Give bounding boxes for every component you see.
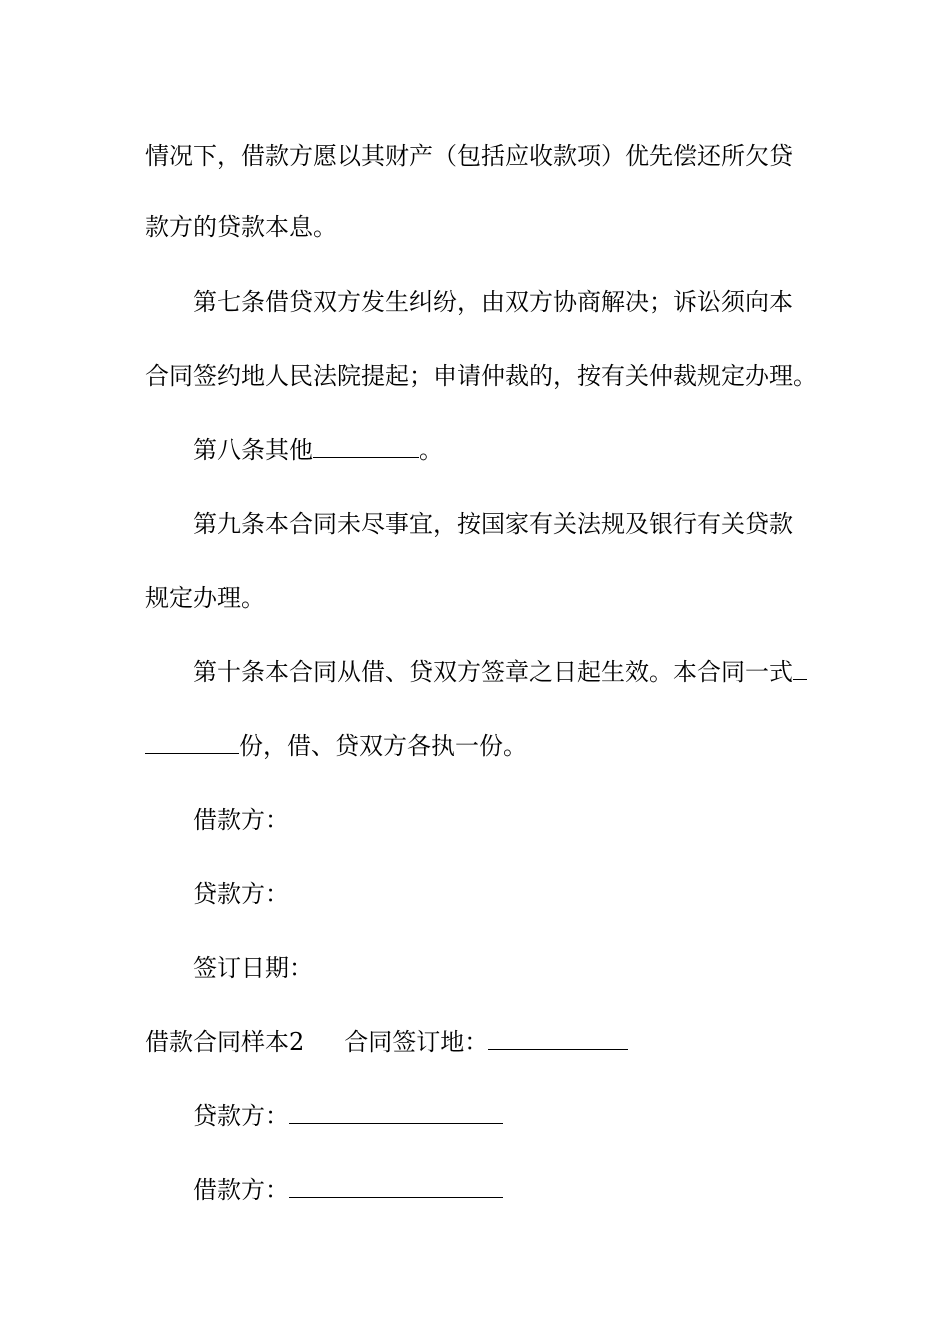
sample-2-header — [145, 1026, 815, 1058]
lender-label: 贷款方： — [193, 880, 289, 908]
blank-line — [289, 1101, 503, 1124]
lender-2-label: 贷款方： — [193, 1102, 289, 1130]
clause-10-text: 第十条本合同从借、贷双方签章之日起生效。本合同一式 — [193, 658, 793, 686]
text-line: 情况下，借款方愿以其财产（包括应收款项）优先偿还所欠贷 — [145, 142, 793, 170]
sign-date-label: 签订日期： — [193, 954, 313, 982]
clause-7-line-1: 第七条借贷双方发生纠纷，由双方协商解决；诉讼须向本 — [193, 288, 793, 316]
clause-8 — [193, 434, 815, 466]
clause-10-end: 份，借、贷双方各执一份。 — [239, 732, 527, 760]
clause-9-line-1: 第九条本合同未尽事宜，按国家有关法规及银行有关贷款 — [193, 510, 793, 538]
borrower-label: 借款方： — [193, 806, 289, 834]
clause-8-end: 。 — [419, 436, 443, 464]
text-line: 款方的贷款本息。 — [145, 213, 337, 241]
borrower-2-line — [193, 1174, 815, 1206]
sign-place-label: 合同签订地： — [344, 1028, 489, 1056]
clause-7-line-2: 合同签约地人民法院提起；申请仲裁的，按有关仲裁规定办理。 — [145, 362, 817, 390]
blank-line — [289, 1175, 503, 1198]
blank-line — [313, 435, 419, 458]
borrower-2-label: 借款方： — [193, 1176, 289, 1204]
clause-8-text: 第八条其他 — [193, 436, 313, 464]
clause-9-line-2: 规定办理。 — [145, 584, 265, 612]
blank-line — [145, 731, 239, 754]
clause-10-line-1 — [193, 656, 815, 688]
blank-line — [488, 1027, 628, 1050]
clause-10-line-2 — [145, 730, 815, 762]
blank-line — [793, 657, 807, 680]
lender-2-line — [193, 1100, 815, 1132]
sample-2-title: 借款合同样本2 — [145, 1028, 305, 1056]
